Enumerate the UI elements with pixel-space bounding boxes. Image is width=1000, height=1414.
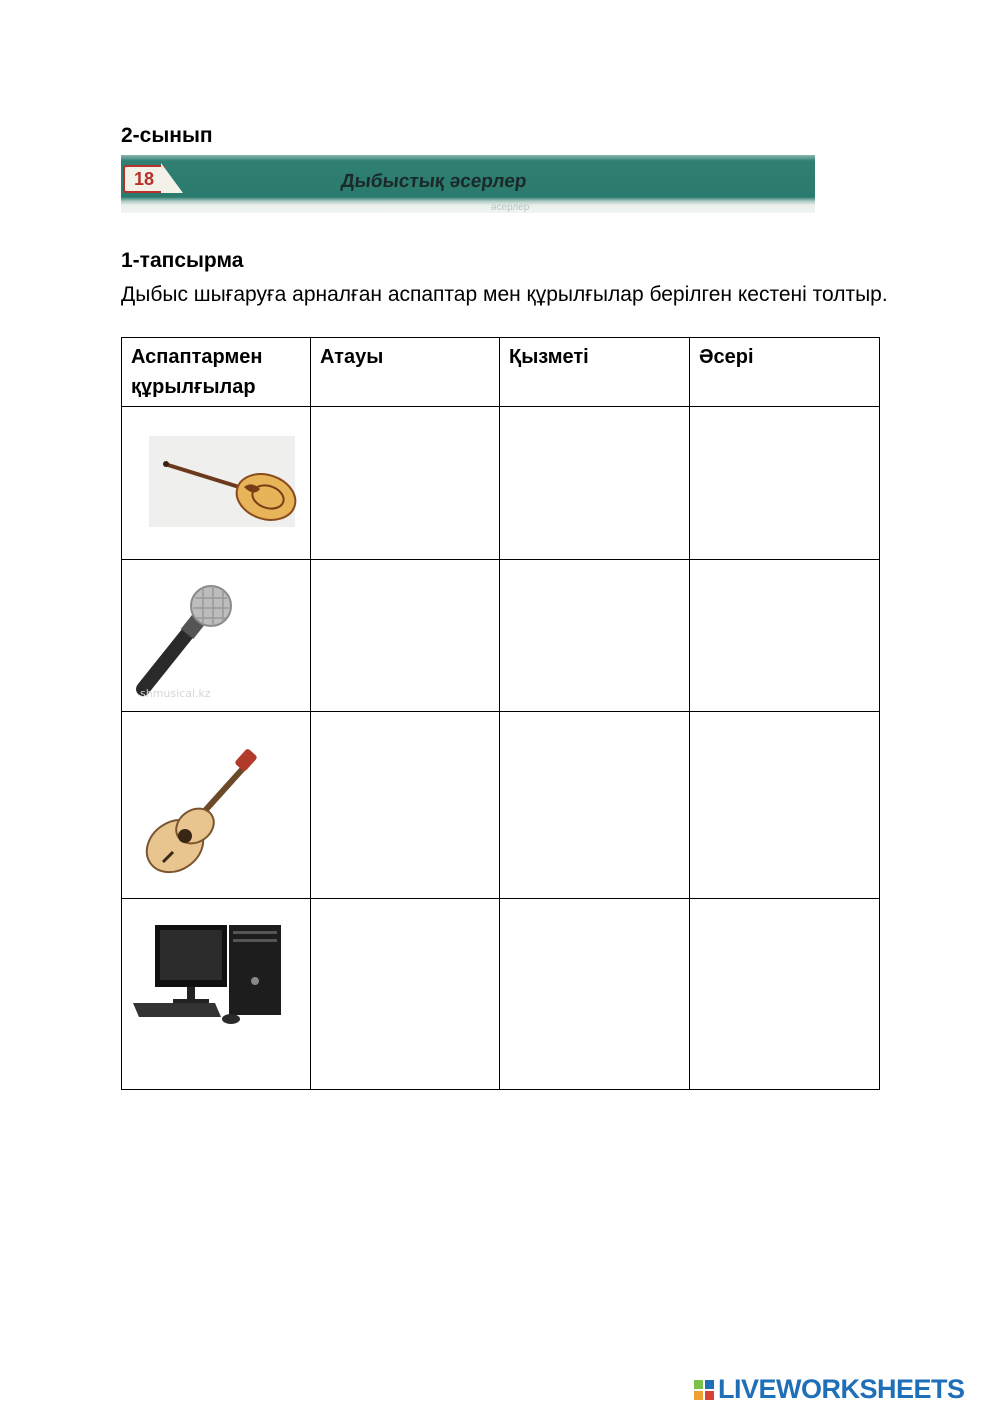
header-effect: Әсері bbox=[690, 338, 880, 407]
liveworksheets-logo bbox=[694, 1374, 965, 1405]
logo-squares-icon bbox=[694, 1380, 714, 1400]
answer-effect-cell[interactable] bbox=[690, 560, 880, 712]
lesson-title: Дыбыстық әсерлер bbox=[339, 171, 528, 192]
guitar-icon bbox=[133, 746, 273, 886]
table-header-row bbox=[122, 338, 880, 407]
computer-icon bbox=[131, 921, 291, 1041]
image-cell bbox=[122, 560, 311, 712]
brand-name: LIVEWORKSHEETS bbox=[718, 1374, 965, 1404]
answer-name-cell[interactable] bbox=[311, 407, 500, 560]
answer-effect-cell[interactable] bbox=[690, 407, 880, 560]
table-row bbox=[122, 712, 880, 899]
table-row bbox=[122, 407, 880, 560]
answer-name-cell[interactable] bbox=[311, 560, 500, 712]
answer-function-cell[interactable] bbox=[500, 899, 690, 1090]
header-devices: Аспаптармен құрылғылар bbox=[122, 338, 311, 407]
answer-name-cell[interactable] bbox=[311, 899, 500, 1090]
image-cell bbox=[122, 899, 311, 1090]
lesson-banner bbox=[121, 155, 815, 213]
table-row bbox=[122, 899, 880, 1090]
answer-function-cell[interactable] bbox=[500, 560, 690, 712]
answer-effect-cell[interactable] bbox=[690, 899, 880, 1090]
grade-heading: 2-сынып bbox=[121, 124, 213, 147]
task-instruction: Дыбыс шығаруға арналған аспаптар мен құрылғылар берілген кестені толтыр. bbox=[121, 283, 888, 306]
answer-name-cell[interactable] bbox=[311, 712, 500, 899]
header-name: Атауы bbox=[311, 338, 500, 407]
image-cell bbox=[122, 407, 311, 560]
lesson-number-badge: 18 bbox=[123, 165, 165, 193]
answer-effect-cell[interactable] bbox=[690, 712, 880, 899]
table-row bbox=[122, 560, 880, 712]
banner-faded-text: әсерлер bbox=[491, 202, 530, 213]
header-function: Қызметі bbox=[500, 338, 690, 407]
task-title: 1-тапсырма bbox=[121, 249, 244, 272]
microphone-watermark: shmusical.kz bbox=[140, 687, 211, 700]
dombra-icon bbox=[140, 411, 305, 541]
answer-function-cell[interactable] bbox=[500, 712, 690, 899]
microphone-icon bbox=[133, 564, 243, 699]
answer-function-cell[interactable] bbox=[500, 407, 690, 560]
worksheet-table bbox=[121, 337, 880, 1090]
image-cell bbox=[122, 712, 311, 899]
